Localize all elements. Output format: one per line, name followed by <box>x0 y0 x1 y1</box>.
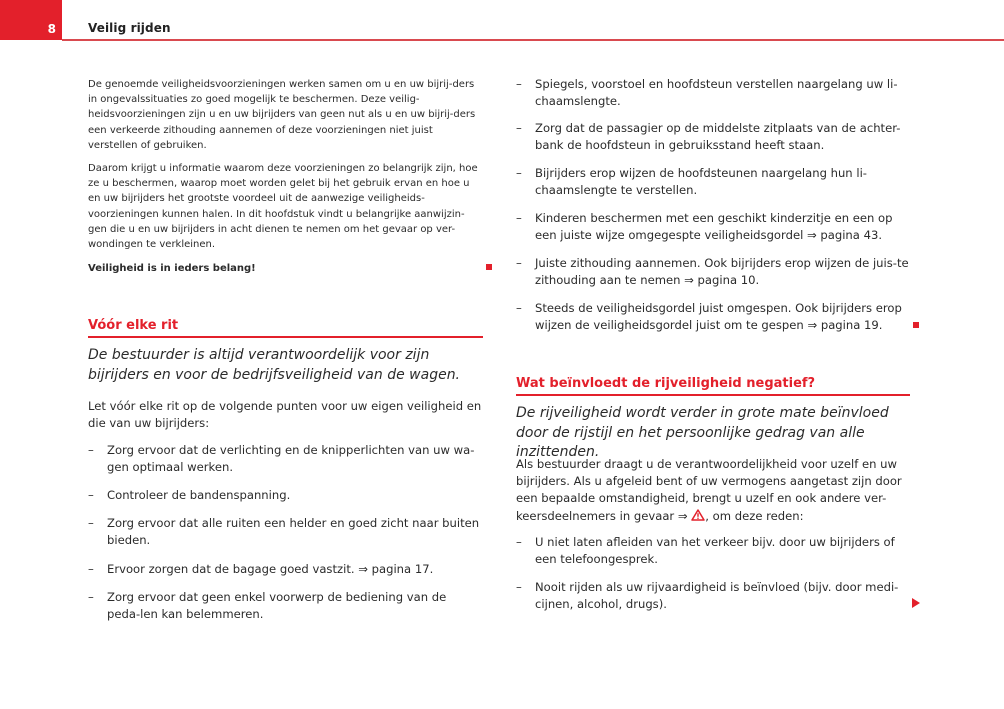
list-item-text: Kinderen beschermen met een geschikt kinderzitje en een op een juiste wijze omgegespte veiligheidsgordel ⇒ pagina 43. <box>535 211 893 243</box>
list-item-text: Ervoor zorgen dat de bagage goed vastzit. ⇒ pagina 17. <box>107 562 434 576</box>
bullet-dash: – <box>516 211 522 225</box>
bullet-dash: – <box>88 443 94 457</box>
list-item-text: Juiste zithouding aannemen. Ook bijrijders erop wijzen de juis-te zithouding aan te nemen ⇒ pagina 10. <box>535 256 909 288</box>
warning-triangle-icon[interactable] <box>691 509 705 526</box>
body-text-before-icon: Als bestuurder draagt u de verantwoordelijkheid voor uzelf en uw bijrijders. Als u afgeleid bent of uw vermogens aangetast zijn door een bepaalde omstandigheid, brengt u uzelf en ook andere ver-keersdeelnemers in gevaar ⇒ <box>516 457 902 523</box>
intro-bold-line: Veiligheid is in ieders belang! <box>88 263 256 274</box>
list-item-text: Nooit rijden als uw rijvaardigheid is beïnvloed (bijv. door medi-cijnen, alcohol, drugs). <box>535 580 899 612</box>
list-item <box>516 76 910 110</box>
chapter-title: Veilig rijden <box>88 21 171 35</box>
bullet-dash: – <box>88 562 94 576</box>
list-item <box>88 487 483 504</box>
list-item <box>88 442 483 476</box>
body-text-after-icon: , om deze reden: <box>705 508 804 523</box>
list-item-text: Zorg ervoor dat de verlichting en de knipperlichten van uw wa-gen optimaal werken. <box>107 443 475 475</box>
list-item <box>88 589 483 623</box>
section-heading-rijveiligheid: Wat beïnvloedt de rijveiligheid negatief? <box>516 376 910 396</box>
list-item-text: Controleer de bandenspanning. <box>107 488 291 502</box>
list-item-text: Spiegels, voorstoel en hoofdsteun verstellen naargelang uw li-chaamslengte. <box>535 77 898 109</box>
list-item-text: U niet laten afleiden van het verkeer bijv. door uw bijrijders of een telefoongesprek. <box>535 535 895 567</box>
list-item-text: Zorg ervoor dat geen enkel voorwerp de bediening van de peda-len kan belemmeren. <box>107 590 447 622</box>
header-divider <box>62 39 1004 41</box>
list-item <box>88 515 483 549</box>
intro-paragraph-1: De genoemde veiligheidsvoorzieningen werken samen om u en uw bijrij-ders in ongevalssituaties zo goed mogelijk te beschermen. Deze veilig-heidsvoorzieningen zijn u en uw bijrijders van geen nut als u en uw bijrij-ders een verkeerde zithouding aannemen of deze voorzieningen niet juist verstellen of gebruiken. <box>88 79 476 151</box>
section-lead-rijveiligheid: De rijveiligheid wordt verder in grote mate beïnvloed door de rijstijl en het persoonlijke gedrag van alle inzittenden. <box>516 405 889 460</box>
list-item <box>516 579 910 613</box>
list-item <box>516 120 910 154</box>
section-body-voor-elke-rit: Let vóór elke rit op de volgende punten voor uw eigen veiligheid en die van uw bijrijders: <box>88 399 482 431</box>
list-item <box>516 255 910 289</box>
list-item <box>516 165 910 199</box>
section-heading-voor-elke-rit: Vóór elke rit <box>88 318 483 338</box>
list-item <box>88 561 483 578</box>
intro-paragraph-2: Daarom krijgt u informatie waarom deze voorzieningen zo belangrijk zijn, hoe ze u beschermen, waarop moet worden gelet bij het gebruik ervan en hoe u en uw bijrijders het grootste voordeel uit de aanwezige veiligheids-voorzieningen kunnen halen. In dit hoofdstuk vindt u belangrijke aanwijzin-gen die u en uw bijrijders in acht dienen te nemen om het gevaar op ver-wondingen te verkleinen. <box>88 163 478 251</box>
page-number: 8 <box>47 22 56 36</box>
page-number-tab <box>0 0 62 40</box>
bullet-dash: – <box>88 516 94 530</box>
list-item-text: Steeds de veiligheidsgordel juist omgespen. Ook bijrijders erop wijzen de veiligheidsgordel juist om te gespen ⇒ pagina 19. <box>535 301 902 333</box>
bullet-dash: – <box>88 590 94 604</box>
list-item <box>516 300 910 334</box>
list-item <box>516 534 910 568</box>
end-of-section-icon <box>913 322 919 328</box>
end-of-section-icon <box>486 264 492 270</box>
section-body-rijveiligheid <box>516 456 910 526</box>
bullet-dash: – <box>516 166 522 180</box>
section-lead-voor-elke-rit: De bestuurder is altijd verantwoordelijk voor zijn bijrijders en voor de bedrijfsveiligheid van de wagen. <box>88 347 461 383</box>
list-item <box>516 210 910 244</box>
bullet-dash: – <box>516 121 522 135</box>
list-item-text: Zorg dat de passagier op de middelste zitplaats van de achter-bank de hoofdsteun in gebruiksstand heeft staan. <box>535 121 901 153</box>
continue-arrow-icon <box>912 598 920 608</box>
bullet-dash: – <box>516 535 522 549</box>
list-item-text: Bijrijders erop wijzen de hoofdsteunen naargelang hun li-chaamslengte te verstellen. <box>535 166 867 198</box>
bullet-dash: – <box>516 580 522 594</box>
list-item-text: Zorg ervoor dat alle ruiten een helder en goed zicht naar buiten bieden. <box>107 516 480 548</box>
bullet-dash: – <box>516 301 522 315</box>
bullet-dash: – <box>516 77 522 91</box>
bullet-dash: – <box>516 256 522 270</box>
bullet-dash: – <box>88 488 94 502</box>
